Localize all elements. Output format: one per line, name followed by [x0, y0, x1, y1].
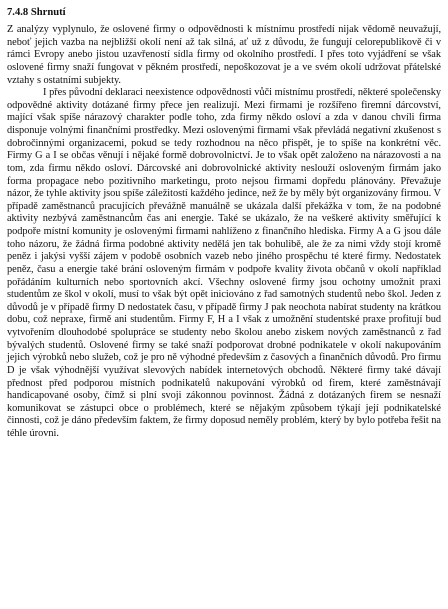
- paragraph-intro: Z analýzy vyplynulo, že oslovené firmy o odpovědnosti k místnímu prostředí nijak vědomě neuvažují, neboť jejich vazba na nejbližší okolí není až tak silná, ať už z důvodu, že fungují celorepublikově či v rámci Evropy anebo jistou uzavřeností sídla firmy od okolního prostředí. I přes toto vyjádření se však oslovené firmy snaží fungovat v pěkném prostředí, nepoškozovat je a ve svém okolí udržovat přátelské vztahy s ostatními subjekty.: [7, 24, 441, 86]
- document-page: [7, 6, 441, 441]
- section-heading: 7.4.8 Shrnutí: [7, 7, 66, 18]
- paragraph-main: I přes původní deklaraci neexistence odpovědnosti vůči místnímu prostředí, některé společensky odpovědné aktivity dotázané firmy přece jen realizují. Mezi firmami je rozšířeno firemní dárcovství, mající však spíše nárazový charakter podle toho, zda firmy někdo osloví a zda v danou chvíli firma disponuje volnými finančními prostředky. Mezi oslovenými firmami však převládá negativní zkušenost s dobročinnými organizacemi, pokud se tedy rozhodnou na něco přispět, je to spíše na konkrétní věc. Firmy G a I se občas věnují i nějaké formě dobrovolnictví. Je to však opět založeno na nárazovosti a na tom, zda firmu někdo osloví. Dárcovské ani dobrovolnické aktivity neslouží osloveným firmám jako forma propagace nebo pozitivního marketingu, proto nejsou firmami dopředu plánovány. Převažuje názor, že tyhle aktivity jsou spíše záležitostí každého jedince, než že by měly být organizovány firmou. V případě zaměstnanců pracujících převážně manuálně se ukázala další překážka v tom, že na podobné aktivity nezbývá zaměstnancům čas ani energie. Také se ukázalo, že na veškeré aktivity směřující k podpoře místní komunity je oslovenými firmami nahlíženo z finančního hlediska. Firmy A a G jsou dále toho názoru, že žádná firma podobné aktivity nedělá jen tak bohulibě, ale že za nimi vždy stojí kromě peněz i jakýsi vyšší zájem v podobě osobních vazeb nebo jiného prospěchu té které firmy. Nedostatek peněz, času a energie také brání osloveným firmám v podpoře kvality života občanů v okolí například pořádáním kulturních nebo sportovních akcí. Všechny oslovené firmy jsou ochotny umožnit praxi studentům ze škol v okolí, musí to však být opět iniciováno z řad samotných studentů nebo škol. Jeden z důvodů je v případě firmy D nedostatek času, v případě firmy J pak neochota nabírat studenty na krátkou dobu, což nepraxe, firmě ani studentům. Firmy F, H a I však z umožnění studentské praxe profitují bud vytvořením dlouhodobé spolupráce se studenty nebo školou anebo ziskem nových zaměstnanců z řad bývalých studentů. Oslovené firmy se také snaží podporovat drobné podnikatele v okolí nakupováním jejich výrobků nebo služeb, což je pro ně výhodné především z časových a finančních důvodů. Pro firmu D je však výhodnější využívat slevových nabídek internetových obchodů. Některé firmy také dávají přednost před podporou místních podnikatelů nakupování výrobků od firem, které zaměstnávají handicapované osoby, čímž si plní svoji zákonnou povinnost. Žádná z dotázaných firem se nesnaží komunikovat se zástupci obce o problémech, které se nějakým způsobem týkají její podnikatelské činnosti, což je dáno především faktem, že firmy doposud neměly problém, který by bylo potřeba řešit na téhle úrovni.: [7, 87, 441, 439]
